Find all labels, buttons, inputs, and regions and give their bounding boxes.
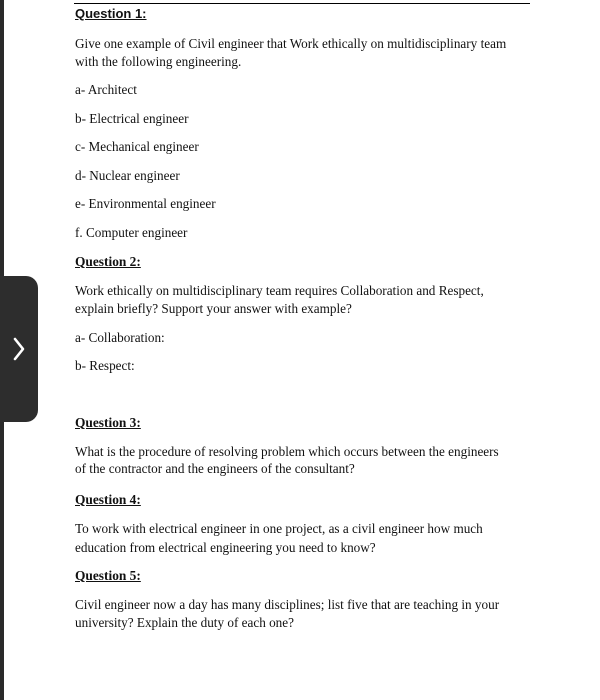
question-2-prompt-line: explain briefly? Support your answer with example?	[75, 301, 352, 316]
question-2-part: a- Collaboration:	[75, 330, 165, 345]
question-4-heading: Question 4:	[75, 492, 141, 507]
question-3-heading: Question 3:	[75, 415, 141, 430]
question-4-prompt-line: education from electrical engineering you need to know?	[75, 540, 376, 555]
question-1-option: f. Computer engineer	[75, 225, 188, 240]
question-1-option: d- Nuclear engineer	[75, 168, 180, 183]
question-5-heading: Question 5:	[75, 568, 141, 583]
question-3-prompt-line: What is the procedure of resolving problem which occurs between the engineers	[75, 444, 499, 459]
question-1-option: c- Mechanical engineer	[75, 139, 199, 154]
chevron-right-icon	[12, 336, 26, 362]
question-5-prompt-line: Civil engineer now a day has many disciplines; list five that are teaching in your	[75, 597, 500, 612]
top-rule	[74, 3, 530, 4]
question-3-prompt-line: of the contractor and the engineers of the consultant?	[75, 461, 355, 476]
question-4-prompt-line: To work with electrical engineer in one project, as a civil engineer how much	[75, 521, 483, 536]
question-1-option: b- Electrical engineer	[75, 111, 189, 126]
question-1-heading: Question 1:	[75, 6, 147, 21]
question-1-option: a- Architect	[75, 82, 137, 97]
next-page-tab[interactable]	[0, 276, 38, 422]
question-2-prompt-line: Work ethically on multidisciplinary team requires Collaboration and Respect,	[75, 283, 484, 298]
question-2-heading: Question 2:	[75, 254, 141, 269]
question-1-prompt-line: with the following engineering.	[75, 54, 242, 69]
question-1-option: e- Environmental engineer	[75, 196, 216, 211]
question-1-prompt-line: Give one example of Civil engineer that Work ethically on multidisciplinary team	[75, 36, 507, 51]
question-2-part: b- Respect:	[75, 358, 135, 373]
question-5-prompt-line: university? Explain the duty of each one?	[75, 615, 294, 630]
